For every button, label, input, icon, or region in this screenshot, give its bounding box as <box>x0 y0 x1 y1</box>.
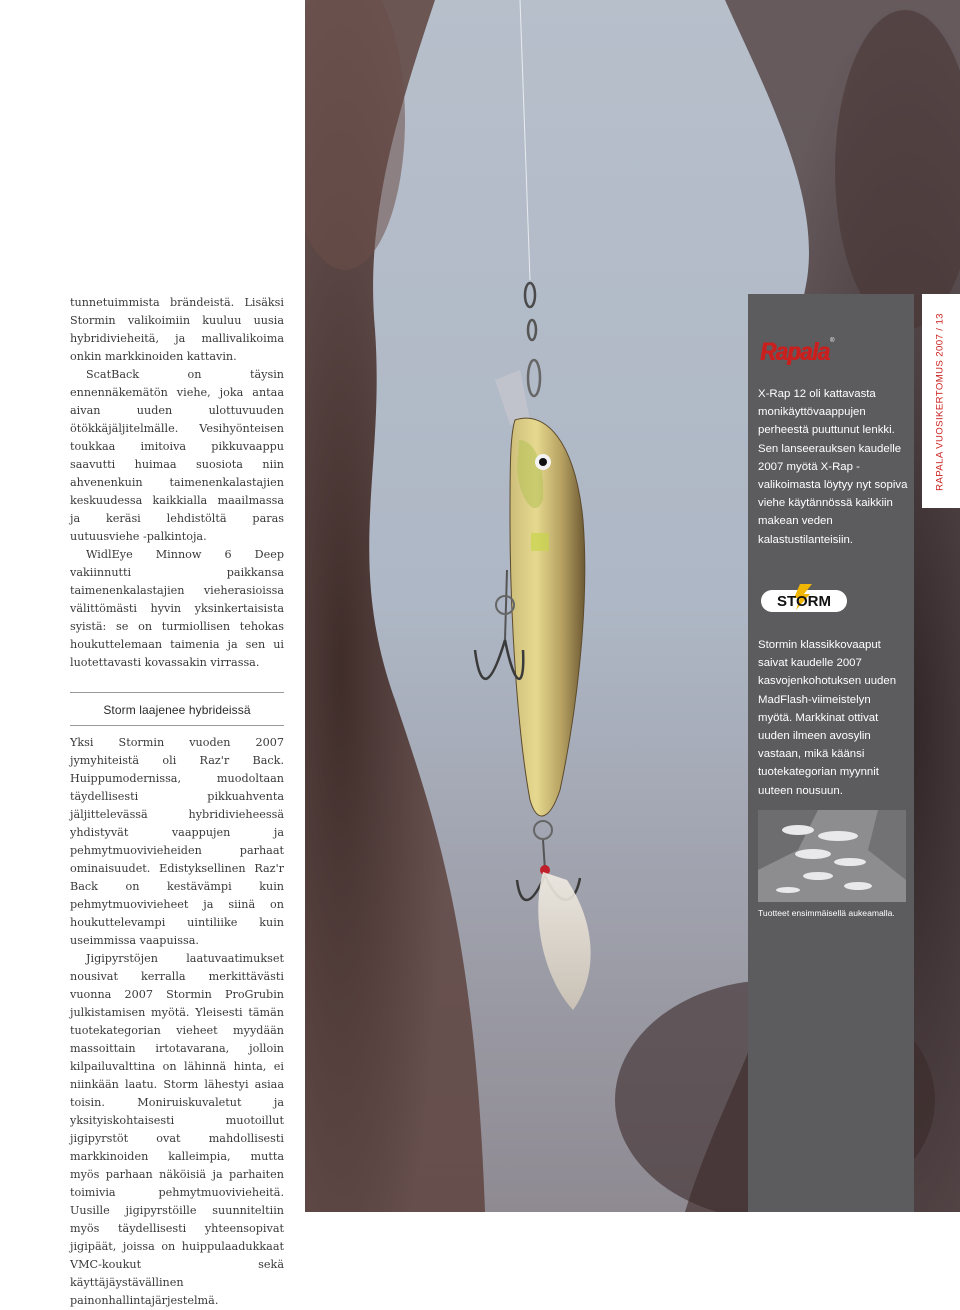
rapala-logo <box>760 338 846 366</box>
rapala-logo-wordmark: Rapala <box>760 337 830 366</box>
section-heading: Storm laajenee hybrideissä <box>103 703 251 717</box>
article-column <box>70 294 284 1310</box>
product-thumbnail-illustration <box>758 810 906 902</box>
section-divider <box>70 725 284 726</box>
storm-description: Stormin klassikkovaaput saivat kaudelle 2007 kasvojenkohotuksen uuden MadFlash-viimeistelyn myötä. Markkinat ottivat uuden ilmeen avosylin vastaan, mikä käänsi tuotekategorian myynnit uuteen nousuun. <box>758 639 897 797</box>
paragraph: WidlEye Minnow 6 Deep vakiinnutti paikkansa taimenenkalastajien vieherasioissa välittömästi hyvin yksinkertaisista syistä: se on turmiollisen tehokas houkuttelemaan taimenia ja sen ui luotettavasti kovassakin virrassa. <box>70 548 284 669</box>
paragraph: Yksi Stormin vuoden 2007 jymyhiteistä oli Raz'r Back. Huippumodernissa, muodoltaan täydellisesti pikkuahventa jäljittelevässä hybridivieheessä yhdistyvät vaappujen ja pehmytmuovivieheiden parhaat ominaisuudet. Edistyksellinen Raz'r Back on kestävämpi kuin pehmytmuovivieheet ja siinä on houkuttelevampi uintiliike kuin useimmissa vaapuissa. <box>70 736 284 947</box>
paragraph: tunnetuimmista brändeistä. Lisäksi Stormin valikoimiin kuuluu uusia hybridivieheitä, ja mallivalikoima onkin markkinoiden kattavin. <box>70 296 284 363</box>
thumbnail-caption: Tuotteet ensimmäisellä aukeamalla. <box>758 908 895 918</box>
brand-sidebar <box>748 294 914 1212</box>
storm-logo <box>760 584 848 614</box>
paragraph: ScatBack on täysin ennennäkemätön viehe, joka antaa aivan uuden ulottuvuuden ötökkäjäljitelmälle. Vesihyönteisen toukkaa imitoiva pikkuvaappu saavutti huimaa suosiota niin ahvenenkuin taimenenkalastajien keskuudessa kaikkialla maailmassa ja keräsi lehdistöltä paras uutuusviehe -palkintoja. <box>70 368 284 543</box>
storm-logo-badge <box>760 584 848 614</box>
paragraph: Jigipyrstöjen laatuvaatimukset nousivat kerralla merkittävästi vuonna 2007 Stormin ProGrubin julkistamisen myötä. Yleisesti tämän tuotekategorian vieheet myydään massoittain irtotavarana, jolloin kilpailuvalttina on lähinnä hinta, ei niinkään laatu. Storm lähestyi asiaa toisin. Moniruiskuvaletut ja yksityiskohtaisesti muotoillut jigipyrstöt ovat mahdollisesti markkinoiden kalleimpia, mutta myös parhaan näköisiä ja parhaiten toimivia pehmytmuovivieheitä. Uusille jigipyrstöille suunniteltiin myös täydellisesti yhteensopivat jigipäät, joissa on huippulaadukkaat VMC-koukut sekä käyttäjäystävällinen painonhallintajärjestelmä. <box>70 952 284 1307</box>
product-thumbnail <box>758 810 906 902</box>
registered-mark: ® <box>830 338 835 344</box>
page-folio <box>930 312 950 492</box>
rapala-description: X-Rap 12 oli kattavasta monikäyttövaappujen perheestä puuttunut lenkki. Sen lanseerauksen kaudelle 2007 myötä X-Rap -valikoimasta löytyy nyt sopiva viehe käytännössä kaikkiin makean veden kalastustilanteisiin. <box>758 388 908 546</box>
page-folio-text: RAPALA VUOSIKERTOMUS 2007 / 13 <box>934 313 946 491</box>
storm-logo-wordmark: STORM <box>777 593 831 610</box>
